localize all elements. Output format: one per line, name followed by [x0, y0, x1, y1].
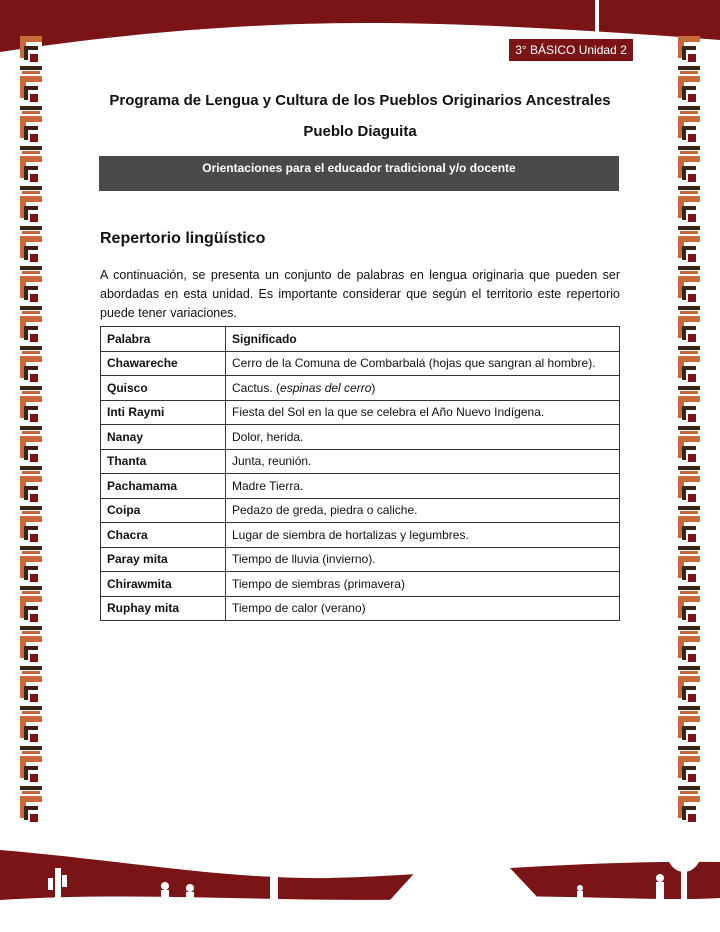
word-cell: Pachamama	[101, 474, 226, 499]
header-word: Palabra	[101, 327, 226, 352]
meaning-cell: Tiempo de siembras (primavera)	[226, 572, 620, 597]
word-cell: Inti Raymi	[101, 400, 226, 425]
program-title: Programa de Lengua y Cultura de los Pueblos Originarios Ancestrales	[109, 92, 611, 109]
table-row	[101, 425, 620, 450]
meaning-text-after: )	[371, 380, 376, 395]
word-cell: Quisco	[101, 376, 226, 401]
meaning-cell: Cerro de la Comuna de Combarbalá (hojas que sangran al hombre).	[226, 351, 620, 376]
meaning-cell: Tiempo de calor (verano)	[226, 596, 620, 621]
word-cell: Chirawmita	[101, 572, 226, 597]
word-cell: Nanay	[101, 425, 226, 450]
word-cell: Chawareche	[101, 351, 226, 376]
table-row	[101, 547, 620, 572]
table-row	[101, 498, 620, 523]
meaning-cell: Junta, reunión.	[226, 449, 620, 474]
left-pattern-strip	[20, 36, 42, 826]
table-row	[101, 572, 620, 597]
section-heading: Repertorio lingüístico	[100, 230, 266, 247]
word-cell: Paray mita	[101, 547, 226, 572]
table-row	[101, 376, 620, 401]
word-cell: Ruphay mita	[101, 596, 226, 621]
table-row	[101, 596, 620, 621]
bottom-landscape-illustration	[0, 790, 720, 932]
unit-badge: 3° BÁSICO Unidad 2	[509, 39, 633, 61]
right-pattern-strip	[678, 36, 700, 826]
guidance-banner: Orientaciones para el educador tradicional y/o docente	[99, 156, 619, 191]
meaning-cell: Dolor, herida.	[226, 425, 620, 450]
word-cell: Chacra	[101, 523, 226, 548]
meaning-italic-text: espinas del cerro	[280, 380, 372, 395]
meaning-cell: Fiesta del Sol en la que se celebra el Año Nuevo Indígena.	[226, 400, 620, 425]
table-row	[101, 351, 620, 376]
meaning-cell: Pedazo de greda, piedra o caliche.	[226, 498, 620, 523]
table-row	[101, 523, 620, 548]
word-cell: Coipa	[101, 498, 226, 523]
table-row	[101, 449, 620, 474]
meaning-cell: Lugar de siembra de hortalizas y legumbres.	[226, 523, 620, 548]
people-title: Pueblo Diaguita	[303, 123, 417, 140]
meaning-cell	[226, 376, 620, 401]
table-row	[101, 400, 620, 425]
intro-paragraph: A continuación, se presenta un conjunto de palabras en lengua originaria que pueden ser abordadas en esta unidad. Es importante considerar que según el territorio este repertorio puede tener variaciones.	[100, 268, 620, 320]
glossary-table	[100, 326, 620, 621]
word-cell: Thanta	[101, 449, 226, 474]
table-row	[101, 474, 620, 499]
glossary-header-row	[101, 327, 620, 352]
meaning-text: Cactus. (	[232, 380, 281, 395]
meaning-cell: Madre Tierra.	[226, 474, 620, 499]
meaning-cell: Tiempo de lluvia (invierno).	[226, 547, 620, 572]
header-meaning: Significado	[226, 327, 620, 352]
